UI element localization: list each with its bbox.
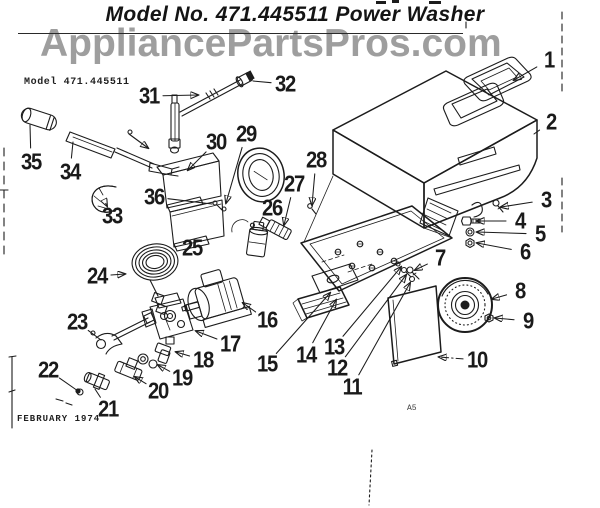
model-label: Model 471.445511: [24, 77, 130, 88]
callout-34: 34: [60, 158, 80, 185]
callout-35: 35: [21, 148, 41, 175]
leader-line-22: [59, 378, 78, 391]
callout-2: 2: [546, 108, 556, 135]
leader-line-33: [106, 203, 107, 206]
callout-30: 30: [206, 128, 226, 155]
screw-part-3: [493, 200, 499, 206]
callout-33: 33: [102, 202, 122, 229]
callout-17: 17: [220, 330, 240, 357]
leader-line-29: [226, 147, 242, 203]
callout-12: 12: [327, 354, 347, 381]
date-label: FEBRUARY 1974: [17, 414, 101, 424]
leader-line-6: [477, 243, 511, 249]
lance-assembly: [169, 70, 255, 153]
pump-part-17: [142, 293, 202, 344]
nut-part-19: [138, 354, 148, 364]
watermark: AppliancePartsPros.com: [40, 22, 502, 65]
bracket-part-14: [293, 264, 358, 321]
leader-line-7: [415, 264, 427, 270]
leader-line-27: [284, 198, 291, 225]
callout-18: 18: [193, 346, 213, 373]
leader-line-10: [439, 357, 463, 359]
callout-4: 4: [515, 207, 525, 234]
callout-3: 3: [541, 186, 551, 213]
callout-13: 13: [324, 333, 344, 360]
bracket-part-25: [170, 200, 248, 251]
callout-10: 10: [467, 346, 487, 373]
leader-line-31: [163, 95, 198, 96]
callout-16: 16: [257, 306, 277, 333]
base-plate-part-15: [301, 206, 452, 291]
callout-31: 31: [139, 82, 159, 109]
callout-27: 27: [284, 170, 304, 197]
callout-5: 5: [535, 220, 545, 247]
leader-line-34: [71, 142, 73, 158]
callout-1: 1: [544, 46, 554, 73]
callout-6: 6: [520, 238, 530, 265]
callout-14: 14: [296, 341, 316, 368]
leader-line-19: [158, 365, 170, 371]
leader-line-8: [492, 295, 507, 299]
callout-28: 28: [306, 146, 326, 173]
elbow-part-23: [91, 313, 154, 354]
small-arrow: [129, 134, 148, 148]
callout-24: 24: [87, 262, 107, 289]
ring-grommet: [233, 144, 289, 206]
leader-line-17: [196, 331, 217, 339]
callout-26: 26: [262, 194, 282, 221]
leader-line-21: [95, 389, 100, 397]
leader-line-28: [312, 174, 315, 205]
leader-line-32: [253, 81, 271, 83]
callout-25: 25: [182, 234, 202, 261]
callout-7: 7: [435, 244, 445, 271]
nozzle-part-32: [235, 70, 256, 88]
leader-dot-22: [75, 388, 80, 393]
leader-line-3: [501, 202, 532, 207]
callout-29: 29: [236, 120, 256, 147]
fitting-chain: [77, 313, 172, 395]
callout-20: 20: [148, 377, 168, 404]
connector-part-21: [82, 369, 111, 392]
small-bolts: [213, 201, 316, 214]
callout-9: 9: [523, 307, 533, 334]
nut-part-6: [466, 239, 474, 248]
leader-line-35: [30, 125, 31, 148]
callout-22: 22: [38, 356, 58, 383]
page-ref: A5: [407, 404, 417, 413]
housing-part-2: [304, 71, 537, 242]
callout-23: 23: [67, 308, 87, 335]
leader-line-5: [477, 232, 526, 234]
callout-32: 32: [275, 70, 295, 97]
wheel-part-8: [438, 278, 493, 332]
leader-line-18: [176, 352, 190, 356]
callout-8: 8: [515, 277, 525, 304]
motor-part-16: [175, 264, 252, 332]
leader-line-14: [313, 300, 336, 343]
bolt-part-4: [462, 217, 472, 225]
callout-15: 15: [257, 350, 277, 377]
panel-part-10: [388, 286, 441, 366]
callout-19: 19: [172, 364, 192, 391]
callout-36: 36: [144, 183, 164, 210]
spray-gun-assembly: [19, 106, 179, 212]
leader-line-13: [343, 267, 401, 336]
washer-part-5: [466, 228, 474, 236]
leader-line-24: [111, 274, 125, 275]
bracket-part-30: [157, 153, 221, 212]
leader-line-15: [276, 293, 330, 354]
canister-part-26: [246, 221, 269, 257]
callout-11: 11: [342, 373, 362, 400]
gun-body-part-34: [66, 132, 115, 158]
callout-21: 21: [98, 395, 118, 422]
page-title: Model No. 471.445511 Power Washer: [105, 3, 485, 26]
horizontal-rule: [18, 33, 463, 34]
leader-line-9: [495, 318, 514, 320]
leader-line-30: [188, 152, 206, 170]
